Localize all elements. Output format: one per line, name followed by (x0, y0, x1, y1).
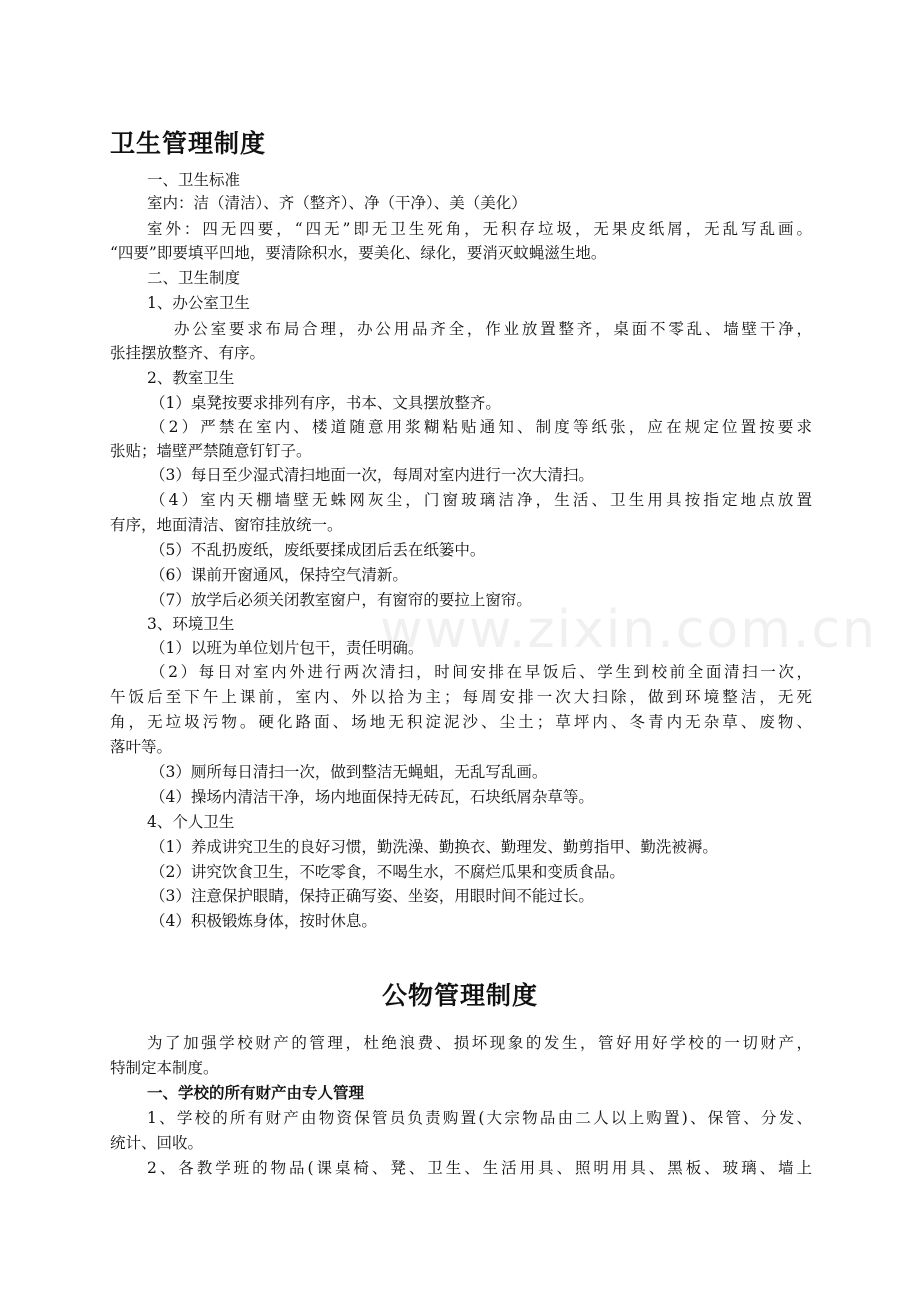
subheading-environment: 3、环境卫生 (147, 615, 235, 633)
paragraph-line: 1、学校的所有财产由物资保管员负责购置(大宗物品由二人以上购置)、保管、分发、 (147, 1109, 812, 1127)
subheading-office: 1、办公室卫生 (147, 294, 250, 312)
heading-hygiene-rules: 二、卫生制度 (147, 269, 241, 287)
list-item: （3）注意保护眼睛，保持正确写姿、坐姿，用眼时间不能过长。 (150, 887, 594, 905)
list-item: （2）讲究饮食卫生，不吃零食，不喝生水，不腐烂瓜果和变质食品。 (150, 863, 625, 881)
paragraph-line: 特制定本制度。 (110, 1059, 219, 1077)
list-item: （7）放学后必须关闭教室窗户，有窗帘的要拉上窗帘。 (150, 591, 532, 609)
paragraph-line: “四要”即要填平凹地，要清除积水，要美化、绿化，要消灭蚊蝇滋生地。 (110, 244, 607, 262)
subheading-personal: 4、个人卫生 (147, 813, 235, 831)
paragraph-line: 角，无垃圾污物。硬化路面、场地无积淀泥沙、尘土；草坪内、冬青内无杂草、废物、 (110, 713, 812, 731)
list-item: （1）以班为单位划片包干，责任明确。 (150, 639, 424, 657)
paragraph-line: 室外：四无四要，“四无”即无卫生死角，无积存垃圾，无果皮纸屑，无乱写乱画。 (147, 220, 812, 238)
paragraph-line: 午饭后至下午上课前，室内、外以拾为主；每周安排一次大扫除，做到环境整洁，无死 (110, 688, 812, 706)
section-title-hygiene: 卫生管理制度 (110, 129, 267, 158)
paragraph-line: 室内：洁（清洁）、齐（整齐）、净（干净）、美（美化） (147, 194, 527, 212)
paragraph-line: 统计、回收。 (110, 1134, 204, 1152)
paragraph-line: 张贴；墙壁严禁随意钉钉子。 (110, 442, 312, 460)
watermark: www.zixin.com.cn (380, 600, 877, 660)
list-item: （4）操场内清洁干净，场内地面保持无砖瓦，石块纸屑杂草等。 (150, 788, 594, 806)
list-item: （4）室内天棚墙壁无蛛网灰尘，门窗玻璃洁净，生活、卫生用具按指定地点放置 (150, 491, 812, 509)
heading-property-management: 一、学校的所有财产由专人管理 (147, 1083, 365, 1102)
list-item: （1）桌凳按要求排列有序，书本、文具摆放整齐。 (150, 394, 501, 412)
paragraph-line: 为了加强学校财产的管理，杜绝浪费、损坏现象的发生，管好用好学校的一切财产， (147, 1034, 812, 1052)
paragraph-line: 2、各教学班的物品(课桌椅、凳、卫生、生活用具、照明用具、黑板、玻璃、墙上 (147, 1159, 812, 1177)
list-item: （5）不乱扔废纸，废纸要揉成团后丢在纸篓中。 (150, 541, 486, 559)
subheading-classroom: 2、教室卫生 (147, 369, 235, 387)
paragraph-line: 落叶等。 (110, 738, 173, 756)
list-item: （3）每日至少湿式清扫地面一次，每周对室内进行一次大清扫。 (150, 466, 594, 484)
list-item: （3）厕所每日清扫一次，做到整洁无蝇蛆，无乱写乱画。 (150, 763, 548, 781)
list-item: （2）严禁在室内、楼道随意用浆糊粘贴通知、制度等纸张，应在规定位置按要求 (150, 418, 812, 436)
paragraph-line: 办公室要求布局合理，办公用品齐全，作业放置整齐，桌面不零乱、墙壁干净， (174, 320, 812, 338)
paragraph-line: 有序，地面清洁、窗帘挂放统一。 (110, 516, 343, 534)
heading-hygiene-standard: 一、卫生标准 (147, 171, 241, 189)
list-item: （6）课前开窗通风，保持空气清新。 (150, 566, 408, 584)
list-item: （4）积极锻炼身体，按时休息。 (150, 912, 377, 930)
list-item: （1）养成讲究卫生的良好习惯，勤洗澡、勤换衣、勤理发、勤剪指甲、勤洗被褥。 (150, 838, 718, 856)
section-title-property: 公物管理制度 (381, 981, 538, 1010)
list-item: （2）每日对室内外进行两次清扫，时间安排在早饭后、学生到校前全面清扫一次， (150, 663, 812, 681)
paragraph-line: 张挂摆放整齐、有序。 (110, 344, 266, 362)
